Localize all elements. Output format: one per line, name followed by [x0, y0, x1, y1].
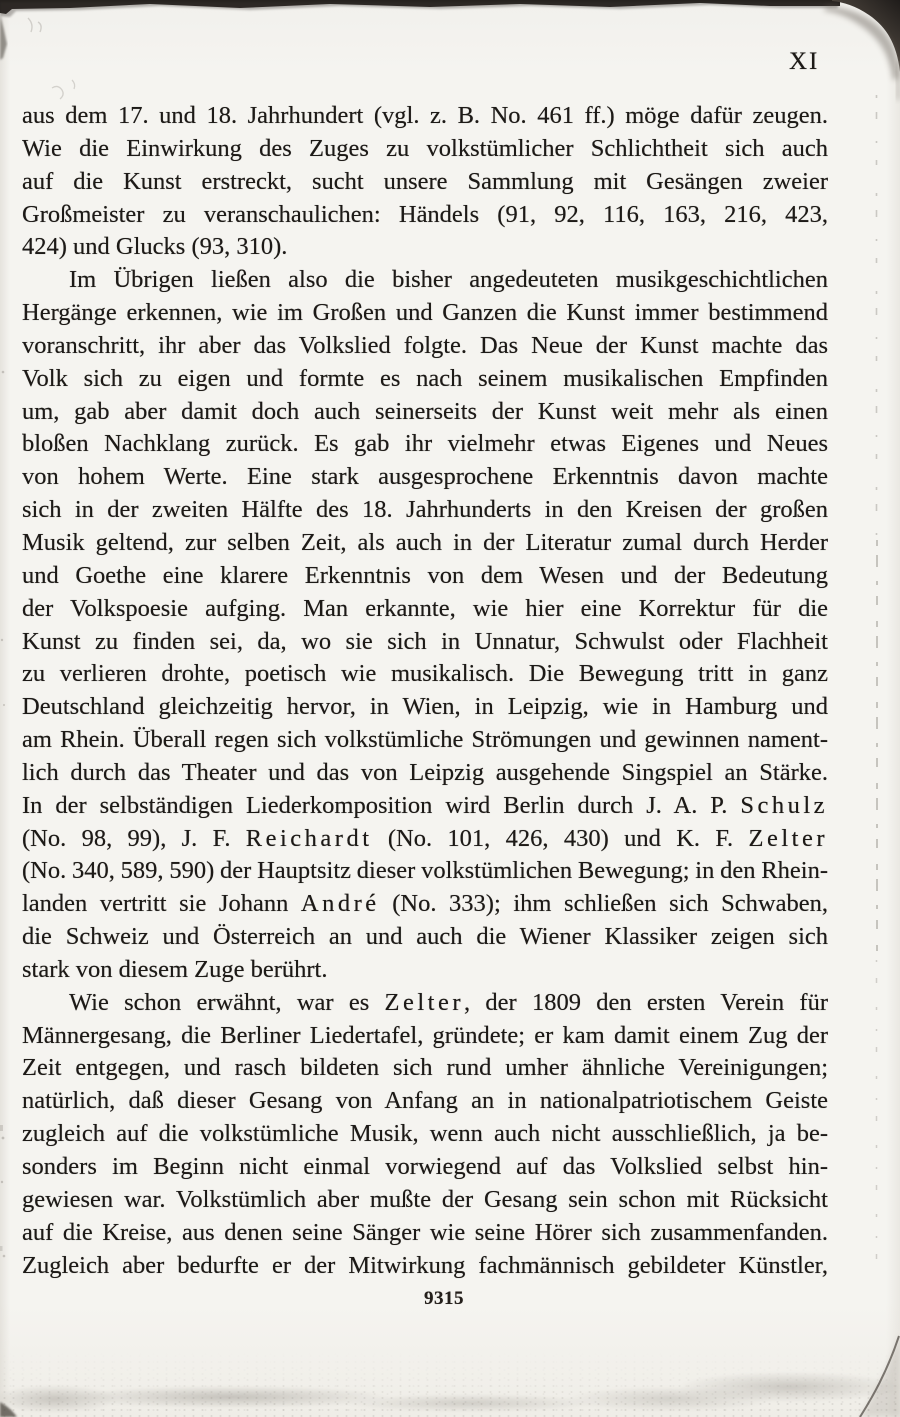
text-line [22, 527, 828, 560]
text-line [22, 921, 828, 954]
text-segment: Großmeister zu veranschaulichen: Händels (91, 92, 116, 163, 216, 423, [22, 200, 828, 228]
text-segment: landen vertritt sie Johann [22, 890, 301, 918]
text-segment: (No. 333); ihm schließen sich Schwaben, [379, 890, 828, 918]
text-line [22, 823, 828, 856]
text-line [22, 954, 828, 987]
text-line [22, 1052, 828, 1085]
letterspaced-name: Zelter [384, 988, 465, 1016]
text-segment: auf die Kunst erstreckt, sucht unsere Sammlung mit Gesängen zweier [22, 167, 828, 195]
text-segment: (No. 101, 426, 430) und K. F. [372, 824, 749, 852]
text-segment: Wie schon erwähnt, war es [69, 988, 385, 1016]
text-line [22, 231, 828, 264]
text-segment: Wie die Einwirkung des Zuges zu volkstümlicher Schlichtheit sich auch [22, 134, 828, 162]
text-segment: (No. 98, 99), J. F. [22, 824, 246, 852]
text-segment: aus dem 17. und 18. Jahrhundert (vgl. z. B. No. 461 ff.) möge dafür zeugen. [22, 102, 828, 129]
text-line [22, 691, 828, 724]
text-segment: Zugleich aber bedurfte er der Mitwirkung fachmännisch gebildeter Künstler, [22, 1251, 828, 1279]
left-edge-specks [0, 371, 5, 1258]
text-segment: sonders im Beginn nicht einmal vorwiegend auf das Volkslied selbst hin- [22, 1153, 828, 1180]
text-segment: Hergänge erkennen, wie im Großen und Ganzen die Kunst immer bestimmend [22, 299, 828, 327]
text-line [22, 166, 828, 199]
text-line [22, 1020, 828, 1053]
text-line [22, 757, 828, 790]
letterspaced-name: André [300, 890, 380, 918]
text-segment: bloßen Nachklang zurück. Es gab ihr vielmehr etwas Eigenes und Neues [22, 430, 828, 458]
footer-number: 9315 [424, 1288, 464, 1309]
text-line [22, 1151, 828, 1184]
text-segment: um, gab aber damit doch auch seinerseits der Kunst weit mehr als einen [22, 397, 828, 425]
text-segment: auf die Kreise, aus denen seine Sänger wie seine Hörer sich zusammenfanden. [22, 1218, 828, 1246]
text-line [22, 297, 828, 330]
gutter-speck-line [877, 95, 878, 1270]
text-segment: am Rhein. Überall regen sich volkstümliche Strömungen und gewinnen nament- [22, 726, 828, 754]
text-segment: lich durch das Theater und das von Leipzig ausgehende Singspiel an Stärke. [22, 758, 828, 786]
text-line [22, 724, 828, 757]
text-line [22, 1184, 828, 1217]
text-line [22, 626, 828, 659]
text-line [22, 1217, 828, 1250]
text-line [22, 363, 828, 396]
bottom-right-page-edge [860, 1336, 900, 1417]
text-block [22, 100, 828, 1282]
text-segment: Musik geltend, zur selben Zeit, als auch in der Literatur zumal durch Herder [22, 528, 828, 556]
text-segment: die Schweiz und Österreich an und auch die Wiener Klassiker zeigen sich [22, 923, 828, 951]
ghost-marks-top-left [28, 18, 75, 99]
letterspaced-name: Zelter [748, 824, 828, 852]
bottom-left-corner-mark [0, 1402, 17, 1417]
text-line [22, 461, 828, 494]
text-segment: Zeit entgegen, und rasch bildeten sich rund umher ähnliche Vereinigungen; [22, 1054, 828, 1082]
text-segment: Deutschland gleichzeitig hervor, in Wien, in Leipzig, wie in Hamburg und [22, 693, 828, 721]
text-segment: In der selbständigen Liederkomposition wird Berlin durch J. A. P. [22, 791, 741, 819]
text-line [22, 658, 828, 691]
text-line [22, 593, 828, 626]
page-number: XI [789, 48, 820, 75]
text-line [22, 100, 828, 133]
text-segment: Im Übrigen ließen also die bisher angedeuteten musikgeschichtlichen [69, 266, 828, 294]
page-curl-shadow [824, 0, 900, 100]
text-segment: zu verlieren drohte, poetisch wie musikalisch. Die Bewegung tritt in ganz [22, 660, 828, 688]
scan-speckle-bottom [0, 1347, 900, 1417]
text-segment: der Volkspoesie aufging. Man erkannte, wie hier eine Korrektur für die [22, 594, 828, 622]
text-line [22, 494, 828, 527]
text-line [22, 330, 828, 363]
text-line [22, 987, 828, 1020]
text-line [22, 264, 828, 297]
text-line [22, 1085, 828, 1118]
letterspaced-name: Reichardt [245, 824, 373, 852]
text-line [22, 790, 828, 823]
text-segment: Volk sich zu eigen und formte es nach seinem musikalischen Empfinden [22, 364, 828, 392]
text-segment: natürlich, daß dieser Gesang von Anfang an in nationalpatriotischem Geiste [22, 1087, 828, 1115]
text-segment: (No. 340, 589, 590) der Hauptsitz dieser volkstümlichen Bewegung; in den Rhein- [22, 857, 828, 885]
text-line [22, 396, 828, 429]
text-segment: , der 1809 den ersten Verein für [464, 988, 828, 1016]
text-segment: Kunst zu finden sei, da, wo sie sich in Unnatur, Schwulst oder Flachheit [22, 627, 828, 655]
text-segment: sich in der zweiten Hälfte des 18. Jahrhunderts in den Kreisen der großen [22, 496, 828, 524]
text-line [22, 133, 828, 166]
text-line [22, 855, 828, 888]
text-line [22, 199, 828, 232]
text-line [22, 428, 828, 461]
text-segment: zugleich auf die volkstümliche Musik, wenn auch nicht ausschließlich, ja be- [22, 1120, 828, 1148]
scan-noise-bottom [0, 1327, 900, 1417]
text-line [22, 1250, 828, 1283]
text-line [22, 560, 828, 593]
text-segment: gewiesen war. Volkstümlich aber mußte der Gesang sein schon mit Rücksicht [22, 1185, 828, 1213]
text-segment: und Goethe eine klarere Erkenntnis von dem Wesen und der Bedeutung [22, 561, 828, 589]
text-line [22, 888, 828, 921]
text-segment: 424) und Glucks (93, 310). [22, 233, 288, 261]
text-segment: von hohem Werte. Eine stark ausgesprochene Erkenntnis davon machte [22, 463, 828, 491]
scan-edge-top [0, 0, 840, 60]
letterspaced-name: Schulz [740, 791, 828, 819]
text-line [22, 1118, 828, 1151]
text-segment: stark von diesem Zuge berührt. [22, 955, 328, 983]
text-segment: voranschritt, ihr aber das Volkslied folgte. Das Neue der Kunst machte das [22, 331, 828, 359]
text-segment: Männergesang, die Berliner Liedertafel, gründete; er kam damit einem Zug der [22, 1021, 828, 1049]
